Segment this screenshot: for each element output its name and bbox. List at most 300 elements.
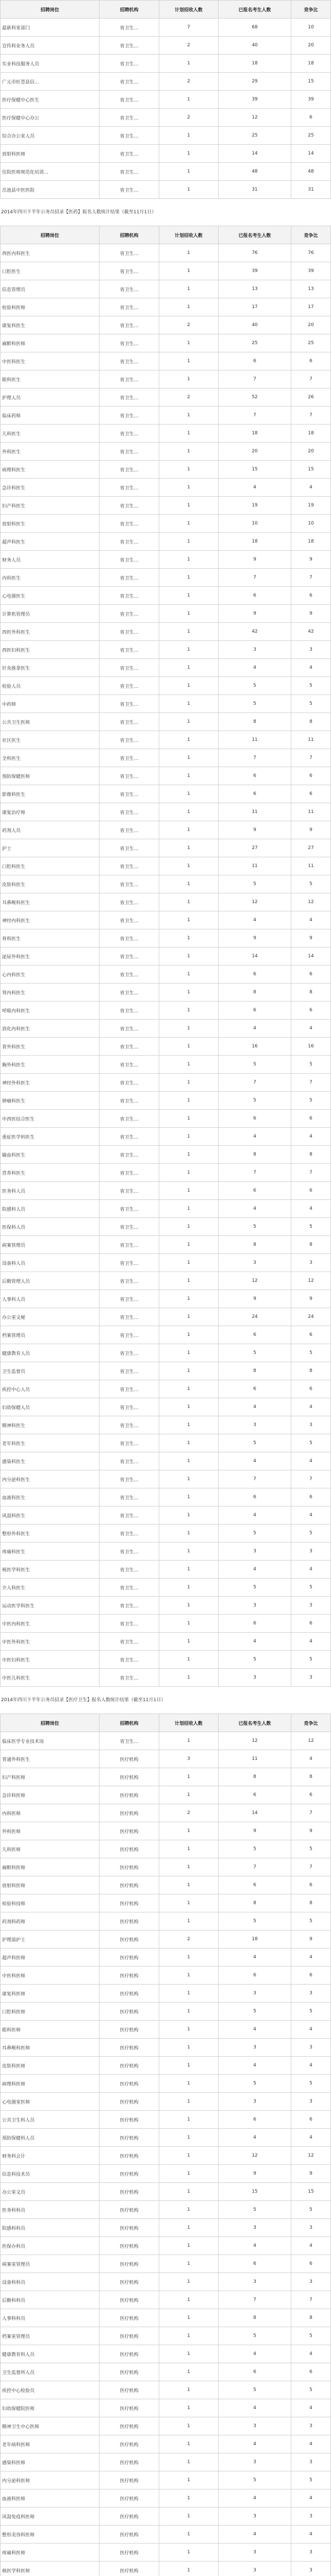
- table-cell: 医疗机构: [100, 2399, 159, 2417]
- table-cell: 医疗机构: [100, 2507, 159, 2526]
- table-cell: 疼痛科医师: [1, 2544, 100, 2562]
- table-cell: 人事科人员: [1, 1290, 100, 1308]
- table-cell: 4: [291, 1200, 331, 1218]
- table-cell: 疼痛科医生: [1, 1543, 100, 1561]
- table-cell: 心电图室医师: [1, 2093, 100, 2111]
- table-cell: 6: [219, 1786, 291, 1804]
- table-cell: 1: [159, 713, 218, 731]
- table-cell: 1: [159, 352, 218, 370]
- table-row: [1, 244, 331, 262]
- table-row: [1, 316, 331, 334]
- table-row: [1, 1038, 331, 1056]
- table-cell: 1: [159, 1912, 218, 1930]
- table-cell: 3: [291, 2093, 331, 2111]
- table-cell: 妇幼保健人员: [1, 1398, 100, 1416]
- table-cell: 1: [159, 1768, 218, 1786]
- table-cell: 9: [291, 2165, 331, 2183]
- table-cell: 泌尿外科医生: [1, 947, 100, 965]
- table-cell: 针灸推拿医生: [1, 659, 100, 677]
- table-cell: 1: [159, 1092, 218, 1110]
- table-cell: 18: [219, 533, 291, 551]
- table-cell: 省卫生…: [100, 731, 159, 749]
- table-row: [1, 1326, 331, 1344]
- table-cell: 1: [159, 875, 218, 893]
- table-row: [1, 370, 331, 388]
- table-cell: 9: [291, 1290, 331, 1308]
- table-cell: 省卫生…: [100, 1488, 159, 1506]
- table-cell: 省卫生…: [100, 839, 159, 857]
- table-cell: 1: [159, 1985, 218, 2003]
- table-cell: 4: [291, 1948, 331, 1967]
- table-cell: 康复科医师: [1, 1985, 100, 2003]
- table-cell: 3: [219, 2453, 291, 2471]
- table-cell: 普通外科医生: [1, 1750, 100, 1768]
- table-cell: 儿科医师: [1, 1840, 100, 1858]
- table-row: [1, 1272, 331, 1290]
- table-row: [1, 821, 331, 839]
- table-cell: 25: [291, 334, 331, 352]
- table-cell: 耳鼻喉科医师: [1, 2039, 100, 2057]
- table-row: [1, 2417, 331, 2435]
- table-cell: 1: [159, 2039, 218, 2057]
- table-cell: 医疗机构: [100, 2129, 159, 2147]
- table-cell: 医疗机构: [100, 2345, 159, 2363]
- column-header: 招聘机构: [100, 226, 159, 244]
- table-cell: 2: [159, 37, 218, 55]
- table-cell: 省卫生…: [100, 145, 159, 163]
- table-header-row: [1, 226, 331, 244]
- table-cell: 后勤管理人员: [1, 1272, 100, 1290]
- table-row: [1, 1732, 331, 1750]
- table-cell: 医疗机构: [100, 1876, 159, 1894]
- table-cell: 1: [159, 1380, 218, 1398]
- table-cell: 医务科科员: [1, 2201, 100, 2219]
- table-row: [1, 19, 331, 37]
- table-cell: 精神科医生: [1, 1416, 100, 1434]
- table-cell: 医疗机构: [100, 2435, 159, 2453]
- table-cell: 2: [159, 73, 218, 91]
- table-cell: 1: [159, 280, 218, 298]
- table-row: [1, 1597, 331, 1615]
- table-cell: 4: [291, 2129, 331, 2147]
- table-cell: 省卫生…: [100, 749, 159, 767]
- table-cell: 1: [159, 551, 218, 569]
- table-cell: 3: [219, 1543, 291, 1561]
- table-row: [1, 2399, 331, 2417]
- table-cell: 医疗机构: [100, 2075, 159, 2093]
- table-cell: 3: [219, 2219, 291, 2237]
- table-cell: 4: [291, 479, 331, 497]
- table-cell: 5: [291, 1056, 331, 1074]
- table-cell: 5: [219, 1056, 291, 1074]
- table-cell: 5: [219, 875, 291, 893]
- table-cell: 省卫生…: [100, 1398, 159, 1416]
- table-cell: 2: [159, 316, 218, 334]
- table-cell: 省卫生…: [100, 316, 159, 334]
- table-cell: 5: [219, 2201, 291, 2219]
- table-cell: 6: [291, 2363, 331, 2381]
- table-cell: 6: [219, 965, 291, 984]
- table-cell: 省卫生…: [100, 1110, 159, 1128]
- table-cell: 1: [159, 1110, 218, 1128]
- table-cell: 8: [219, 1894, 291, 1912]
- table-cell: 1: [159, 2489, 218, 2507]
- table-row: [1, 713, 331, 731]
- table-cell: 内科医师: [1, 1804, 100, 1822]
- table-row: [1, 1092, 331, 1110]
- table-cell: 2: [159, 109, 218, 127]
- table-cell: 口腔医生: [1, 262, 100, 280]
- table-cell: 8: [291, 1894, 331, 1912]
- table-cell: 妇幼保健院医师: [1, 2399, 100, 2417]
- table-cell: 省卫生…: [100, 1524, 159, 1543]
- table-cell: 7: [219, 1470, 291, 1488]
- column-header: 招聘岗位: [1, 1714, 100, 1732]
- table-row: [1, 334, 331, 352]
- table-cell: 12: [291, 1272, 331, 1290]
- table-row: [1, 497, 331, 515]
- table-row: [1, 2255, 331, 2273]
- table-cell: 健康教育人员: [1, 1344, 100, 1362]
- table-header-row: [1, 1, 331, 19]
- table-cell: 16: [291, 1038, 331, 1056]
- table-cell: 26: [291, 388, 331, 406]
- table-cell: 5: [291, 1344, 331, 1362]
- table-cell: 12: [219, 893, 291, 911]
- table-cell: 6: [291, 1615, 331, 1633]
- table-cell: 省卫生…: [100, 1038, 159, 1056]
- table-cell: 1: [159, 2399, 218, 2417]
- table-cell: 档案管理员: [1, 1326, 100, 1344]
- table-row: [1, 1164, 331, 1182]
- table-cell: 1: [159, 857, 218, 875]
- table-cell: 感染科医生: [1, 1452, 100, 1470]
- table-row: [1, 1633, 331, 1651]
- table-cell: 25: [291, 127, 331, 145]
- table-cell: 15: [291, 461, 331, 479]
- table-cell: 1: [159, 1822, 218, 1840]
- table-cell: 3: [219, 1985, 291, 2003]
- table-row: [1, 1020, 331, 1038]
- table-row: [1, 515, 331, 533]
- table-row: [1, 1128, 331, 1146]
- table-cell: 1: [159, 533, 218, 551]
- table-cell: 1: [159, 1669, 218, 1687]
- table-cell: 4: [219, 659, 291, 677]
- table-cell: 9: [291, 821, 331, 839]
- table-cell: 省卫生…: [100, 984, 159, 1002]
- table-cell: 5: [219, 695, 291, 713]
- table-cell: 5: [291, 1434, 331, 1452]
- table-cell: 省卫生…: [100, 1543, 159, 1561]
- table-cell: 1: [159, 262, 218, 280]
- table-cell: 广元市旺苍县信…: [1, 73, 100, 91]
- table-cell: 肾内科医生: [1, 984, 100, 1002]
- table-row: [1, 479, 331, 497]
- table-cell: 护理部护士: [1, 1930, 100, 1948]
- table-cell: 7: [291, 370, 331, 388]
- table-cell: 医疗机构: [100, 1768, 159, 1786]
- table-cell: 1: [159, 1344, 218, 1362]
- table-cell: 6: [291, 1002, 331, 1020]
- column-header: 竞争比: [291, 1, 331, 19]
- table-row: [1, 1416, 331, 1434]
- table-cell: 省卫生…: [100, 587, 159, 605]
- table-cell: 10: [219, 515, 291, 533]
- table-cell: 1: [159, 1056, 218, 1074]
- table-cell: 8: [219, 1768, 291, 1786]
- table-cell: 省卫生…: [100, 767, 159, 785]
- table-cell: 1: [159, 2327, 218, 2345]
- table-cell: 3: [219, 1416, 291, 1434]
- table-cell: 医疗机构: [100, 2255, 159, 2273]
- table-cell: 7: [219, 569, 291, 587]
- table-cell: 18: [219, 425, 291, 443]
- table-cell: 1: [159, 731, 218, 749]
- table-cell: 4: [219, 1020, 291, 1038]
- table-cell: 1: [159, 2273, 218, 2291]
- table-cell: 5: [219, 677, 291, 695]
- table-cell: 3: [219, 2039, 291, 2057]
- table-cell: 省卫生…: [100, 370, 159, 388]
- table-cell: 医疗机构: [100, 1804, 159, 1822]
- table-cell: 4: [219, 1561, 291, 1579]
- column-header: 计划招收人数: [159, 1714, 218, 1732]
- table-cell: 3: [219, 1669, 291, 1687]
- table-cell: 血液科医生: [1, 1488, 100, 1506]
- table-cell: 省卫生…: [100, 19, 159, 37]
- table-cell: 5: [219, 2381, 291, 2399]
- table-cell: 健康教育科人员: [1, 2345, 100, 2363]
- table-cell: 6: [219, 1615, 291, 1633]
- table-row: [1, 163, 331, 181]
- table-cell: 疾控中心人员: [1, 1380, 100, 1398]
- table-row: [1, 461, 331, 479]
- table-cell: 1: [159, 1038, 218, 1056]
- table-cell: 计算机管理员: [1, 605, 100, 623]
- table-row: [1, 1786, 331, 1804]
- table-row: [1, 857, 331, 875]
- table-row: [1, 1822, 331, 1840]
- table-cell: 4: [219, 2129, 291, 2147]
- table-cell: 1: [159, 911, 218, 929]
- table-cell: 医疗机构: [100, 2003, 159, 2021]
- table-cell: 5: [291, 1218, 331, 1236]
- table-cell: 1: [159, 1615, 218, 1633]
- table-cell: 2: [159, 388, 218, 406]
- table-cell: 4: [291, 911, 331, 929]
- table-cell: 1: [159, 2453, 218, 2471]
- table-row: [1, 605, 331, 623]
- table-cell: 5: [219, 1344, 291, 1362]
- table-cell: 1: [159, 1020, 218, 1038]
- table-cell: 医疗机构: [100, 1840, 159, 1858]
- recruitment-table: [0, 1714, 331, 2576]
- table-cell: 5: [291, 677, 331, 695]
- table-cell: 3: [291, 641, 331, 659]
- table-cell: 预防保健医师: [1, 767, 100, 785]
- table-cell: 6: [219, 2255, 291, 2273]
- table-row: [1, 1543, 331, 1561]
- table-row: [1, 2345, 331, 2363]
- table-cell: 医疗机构: [100, 2273, 159, 2291]
- table-cell: 病理科医生: [1, 461, 100, 479]
- table-cell: 院感科人员: [1, 1200, 100, 1218]
- table-cell: 1: [159, 839, 218, 857]
- table-cell: 7: [291, 1164, 331, 1182]
- table-cell: 心内科医生: [1, 965, 100, 984]
- table-cell: 5: [219, 1579, 291, 1597]
- table-cell: 省卫生…: [100, 803, 159, 821]
- table-cell: 办公室文员: [1, 2183, 100, 2201]
- table-cell: 医疗机构: [100, 2219, 159, 2237]
- table-cell: 5: [291, 2327, 331, 2345]
- table-cell: 42: [219, 623, 291, 641]
- table-cell: 5: [291, 1092, 331, 1110]
- table-row: [1, 1840, 331, 1858]
- table-cell: 39: [291, 91, 331, 109]
- table-row: [1, 623, 331, 641]
- table-cell: 4: [219, 1200, 291, 1218]
- table-cell: 省卫生…: [100, 1020, 159, 1038]
- table-cell: 19: [219, 497, 291, 515]
- table-cell: 省卫生…: [100, 425, 159, 443]
- table-cell: 西医妇科医生: [1, 641, 100, 659]
- table-cell: 省卫生…: [100, 1218, 159, 1236]
- column-header: 招聘机构: [100, 1714, 159, 1732]
- table-cell: 骨科医生: [1, 929, 100, 947]
- table-cell: 内分泌科医师: [1, 2471, 100, 2489]
- table-cell: 9: [219, 929, 291, 947]
- table-row: [1, 984, 331, 1002]
- table-row: [1, 677, 331, 695]
- table-cell: 6: [291, 1326, 331, 1344]
- table-row: [1, 2147, 331, 2165]
- table-row: [1, 1967, 331, 1985]
- table-cell: 1: [159, 947, 218, 965]
- table-row: [1, 2291, 331, 2309]
- table-cell: 综合办公室人员: [1, 127, 100, 145]
- table-cell: 省卫生…: [100, 1254, 159, 1272]
- table-cell: 省卫生…: [100, 605, 159, 623]
- table-cell: 1: [159, 244, 218, 262]
- table-cell: 核医学科医生: [1, 1561, 100, 1579]
- table-cell: 11: [291, 857, 331, 875]
- table-cell: 省卫生…: [100, 1506, 159, 1524]
- table-cell: 1: [159, 1967, 218, 1985]
- table-cell: 药剂科药师: [1, 1912, 100, 1930]
- table-cell: 39: [219, 91, 291, 109]
- table-cell: 4: [291, 1398, 331, 1416]
- table-cell: 介入科医生: [1, 1579, 100, 1597]
- table-cell: 最新科室部门: [1, 19, 100, 37]
- table-row: [1, 929, 331, 947]
- table-cell: 医疗机构: [100, 2471, 159, 2489]
- table-row: [1, 1858, 331, 1876]
- table-cell: 1: [159, 2183, 218, 2201]
- table-cell: 11: [219, 857, 291, 875]
- table-cell: 普外科医生: [1, 1038, 100, 1056]
- table-cell: 麻醉科医师: [1, 1858, 100, 1876]
- column-header: 计划招收人数: [159, 226, 218, 244]
- table-cell: 3: [291, 1669, 331, 1687]
- table-cell: 实业科技服务人员: [1, 55, 100, 73]
- table-cell: 4: [219, 2057, 291, 2075]
- table-row: [1, 2219, 331, 2237]
- table-cell: 放射科医师: [1, 1876, 100, 1894]
- table-cell: 5: [291, 1651, 331, 1669]
- table-cell: 9: [219, 1290, 291, 1308]
- table-cell: 17: [219, 298, 291, 316]
- table-cell: 医疗保健中心医生: [1, 91, 100, 109]
- table-cell: 1: [159, 1488, 218, 1506]
- table-cell: 9: [219, 1822, 291, 1840]
- table-cell: 风湿免疫科医师: [1, 2507, 100, 2526]
- table-cell: 病理科医师: [1, 2075, 100, 2093]
- table-cell: 1: [159, 145, 218, 163]
- table-cell: 办公室文秘: [1, 1308, 100, 1326]
- table-cell: 4: [219, 479, 291, 497]
- table-row: [1, 1074, 331, 1092]
- table-cell: 6: [291, 352, 331, 370]
- table-cell: 省卫生…: [100, 713, 159, 731]
- table-cell: 影像科医生: [1, 785, 100, 803]
- table-cell: 18: [291, 425, 331, 443]
- table-cell: 血液科医师: [1, 2489, 100, 2507]
- table-cell: 11: [219, 731, 291, 749]
- table-cell: 中医科医师: [1, 1967, 100, 1985]
- table-cell: 中医内科医生: [1, 1615, 100, 1633]
- table-row: [1, 262, 331, 280]
- table-cell: 5: [219, 2075, 291, 2093]
- table-cell: 5: [219, 1651, 291, 1669]
- table-cell: 医保办科员: [1, 2237, 100, 2255]
- table-cell: 省卫生…: [100, 244, 159, 262]
- table-cell: 6: [291, 2111, 331, 2129]
- table-cell: 省卫生…: [100, 515, 159, 533]
- table-cell: 省卫生…: [100, 1326, 159, 1344]
- table-cell: 西医外科医生: [1, 623, 100, 641]
- table-cell: 老年病科医师: [1, 2435, 100, 2453]
- table-cell: 12: [291, 893, 331, 911]
- table-cell: 运动医学科医生: [1, 1597, 100, 1615]
- table-cell: 12: [291, 2147, 331, 2165]
- table-cell: 皮肤科医师: [1, 2057, 100, 2075]
- table-row: [1, 1561, 331, 1579]
- table-cell: 1: [159, 893, 218, 911]
- table-cell: 16: [219, 1038, 291, 1056]
- table-cell: 4: [291, 2526, 331, 2544]
- table-cell: 医疗机构: [100, 1750, 159, 1768]
- table-cell: 急诊科医师: [1, 1786, 100, 1804]
- table-cell: 5: [219, 1840, 291, 1858]
- table-cell: 4: [291, 1750, 331, 1768]
- table-row: [1, 839, 331, 857]
- table-cell: 4: [219, 2435, 291, 2453]
- table-cell: 中医妇科医生: [1, 1651, 100, 1669]
- table-cell: 医疗机构: [100, 1786, 159, 1804]
- table-cell: 1: [159, 1308, 218, 1326]
- table-cell: 1: [159, 2526, 218, 2544]
- table-cell: 省卫生…: [100, 1669, 159, 1687]
- table-cell: 6: [291, 1110, 331, 1128]
- table-cell: 42: [291, 623, 331, 641]
- table-cell: 省卫生…: [100, 352, 159, 370]
- table-cell: 6: [291, 587, 331, 605]
- table-cell: 省卫生…: [100, 533, 159, 551]
- table-cell: 1: [159, 1561, 218, 1579]
- table-cell: 1: [159, 2363, 218, 2381]
